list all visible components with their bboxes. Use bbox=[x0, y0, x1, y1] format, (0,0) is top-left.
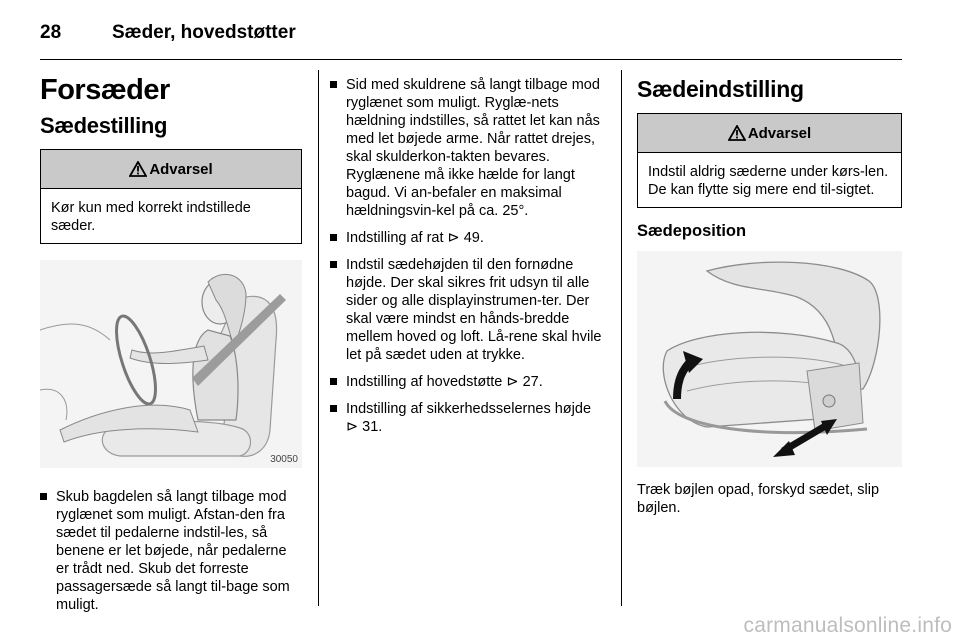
column-1 bbox=[40, 66, 302, 623]
bullet-item bbox=[330, 229, 606, 247]
seat-position-illustration bbox=[637, 251, 902, 467]
page-number: 28 bbox=[40, 22, 62, 43]
subsection-title: Sædeindstilling bbox=[637, 76, 804, 102]
warning-box bbox=[40, 149, 302, 244]
column-divider-2 bbox=[621, 70, 622, 606]
bullet-list bbox=[330, 76, 606, 436]
warning-box bbox=[637, 113, 902, 208]
bullet-text: Sid med skuldrene så langt tilbage mod ryglænet som muligt. Ryglæ-nets hældning indstilles, så rattet let kan nås med let bøjede arme. Når rattet drejes, skal skulderkon-takten bevares. Ryglænene må ikke hælde for langt bagud. Vi an-befaler en maksimal hældningsvin-kel på ca. 25°. bbox=[346, 77, 600, 219]
bullet-icon bbox=[330, 405, 337, 412]
bullet-list bbox=[40, 488, 302, 614]
bullet-item bbox=[40, 488, 302, 614]
bullet-item bbox=[330, 256, 606, 364]
subsection-title: Sædestilling bbox=[40, 113, 168, 138]
column-divider-1 bbox=[318, 70, 319, 606]
bullet-icon bbox=[330, 261, 337, 268]
chapter-title: Sæder, hovedstøtter bbox=[112, 22, 296, 43]
header-rule bbox=[40, 59, 902, 60]
figure-code: 30050 bbox=[270, 454, 298, 465]
warning-label: Advarsel bbox=[149, 160, 213, 178]
bullet-icon bbox=[330, 378, 337, 385]
watermark: carmanualsonline.info bbox=[743, 614, 952, 637]
column-3 bbox=[637, 66, 902, 517]
warning-header bbox=[638, 114, 901, 153]
figure-caption: Træk bøjlen opad, forskyd sædet, slip bøjlen. bbox=[637, 482, 880, 516]
warning-triangle-icon bbox=[129, 161, 147, 177]
bullet-text: Indstilling af sikkerhedsselernes højde ⊳ 31. bbox=[346, 401, 592, 435]
bullet-text: Indstilling af rat ⊳ 49. bbox=[346, 230, 484, 246]
warning-label: Advarsel bbox=[747, 124, 812, 142]
bullet-item bbox=[330, 400, 606, 436]
bullet-icon bbox=[330, 81, 337, 88]
warning-triangle-icon bbox=[728, 125, 746, 141]
bullet-text: Indstilling af hovedstøtte ⊳ 27. bbox=[346, 374, 543, 390]
bullet-item bbox=[330, 76, 606, 220]
section-title: Forsæder bbox=[40, 74, 170, 106]
seat-position-drawing bbox=[637, 251, 902, 467]
driver-seating-illustration bbox=[40, 260, 302, 468]
driver-seating-drawing bbox=[40, 260, 302, 468]
bullet-item bbox=[330, 373, 606, 391]
minor-title: Sædeposition bbox=[637, 222, 747, 240]
bullet-text: Skub bagdelen så langt tilbage mod ryglænet som muligt. Afstan-den fra sædet til pedalerne indstil-les, så benene er let bøjede, når pedalerne er trådt ned. Skub det forreste passagersæde så langt til-bage som muligt. bbox=[56, 489, 290, 613]
bullet-icon bbox=[40, 493, 47, 500]
bullet-icon bbox=[330, 234, 337, 241]
column-2 bbox=[330, 76, 606, 445]
warning-text: Indstil aldrig sæderne under kørs-len. De kan flytte sig mere end til-sigtet. bbox=[648, 164, 889, 198]
warning-text: Kør kun med korrekt indstillede sæder. bbox=[51, 200, 251, 234]
warning-header bbox=[41, 150, 301, 189]
bullet-text: Indstil sædehøjden til den fornødne højde. Der skal sikres frit udsyn til alle sider og alle displayinstrumen-ter. Der skal være mindst en hånds-bredde mellem hoved og loft. Lå-rene skal hvile let på sædet uden at trykke. bbox=[346, 257, 602, 363]
